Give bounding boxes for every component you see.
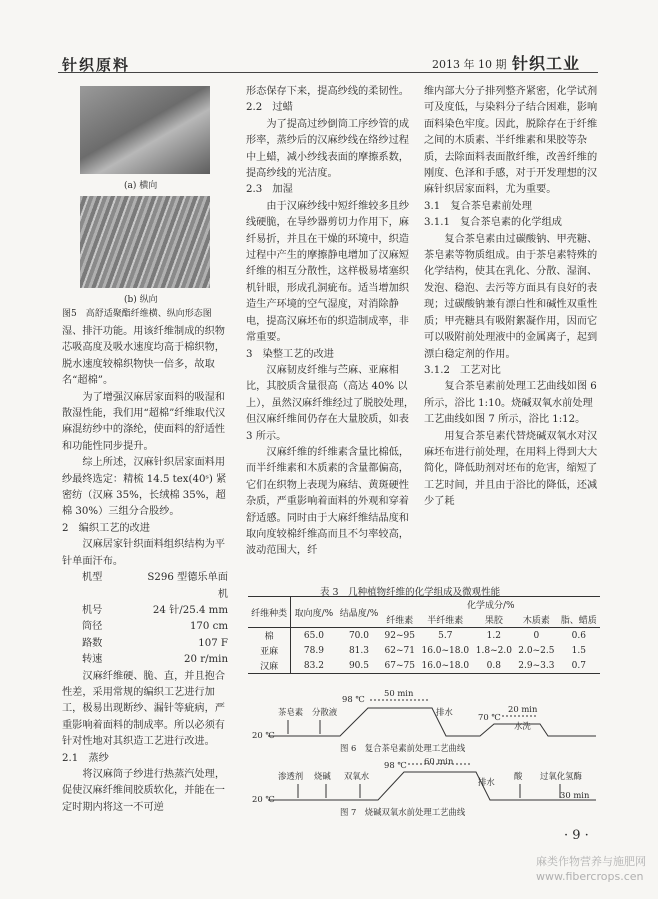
spec-key: 机号 — [82, 604, 103, 616]
section-heading: 2.1 蒸纱 — [62, 752, 109, 764]
paragraph: 用复合茶皂素代替烧碱双氧水对汉麻坯布进行前处理，在用料上得到大大简化，降低助剂对坯布的危害，缩短了工艺时间，并且由于浴比的降低，还减少了耗 — [424, 430, 598, 508]
table-cell: 16.0~18.0 — [421, 660, 470, 671]
fig6-caption: 图 6 复合茶皂素前处理工艺曲线 — [340, 743, 466, 753]
table-cell: 92~95 — [384, 630, 415, 641]
spec-value: S296 型德乐单面机 — [147, 572, 228, 600]
table-cell: 0.7 — [571, 660, 586, 671]
table-cell: 1.8~2.0 — [475, 645, 512, 656]
table-cell: 亚麻 — [248, 643, 291, 658]
paragraph: 汉麻居家针织面料组织结构为平针单面汗布。 — [62, 539, 226, 567]
fig7-label: 20 ℃ — [252, 794, 275, 804]
table-header: 结晶度/% — [336, 597, 381, 628]
section-heading: 2.3 加湿 — [246, 184, 293, 196]
paragraph: 将汉麻筒子纱进行热蒸汽处理，促使汉麻纤维间胶质软化，并能在一定时期内将这一不可逆 — [62, 768, 226, 813]
table-subheader: 纤维素 — [386, 616, 414, 626]
fig7-label: 60 min — [424, 756, 454, 766]
spec-value: 20 r/min — [184, 654, 228, 666]
table-cell: 67~75 — [384, 660, 415, 671]
paragraph: 维内部大分子排列整齐紧密，化学试剂可及度低，与染料分子结合困难，影响面料染色牢度。因此，脱除存在于纤维之间的木质素、半纤维素和果胶等杂质，去除面料表面散纤维，改善纤维的刚度、色泽和手感，对于开发理想的汉麻针织居家面料，尤为重要。 — [424, 86, 598, 196]
table-cell: 78.9 — [303, 645, 324, 656]
section-heading: 3.1 复合茶皂素前处理 — [424, 200, 532, 212]
fig6-label: 水洗 — [514, 721, 531, 731]
section-heading: 2.2 过蜡 — [246, 102, 293, 114]
fig6-label: 20 min — [508, 704, 538, 714]
table-cell: 1.5 — [571, 645, 586, 656]
table-header: 化学成分/% — [466, 601, 515, 611]
fig7-label: 30 min — [560, 790, 590, 800]
paragraph: 综上所述，汉麻针织居家面料用纱最终选定：精梳 14.5 tex(40ˢ) 紧密纺（汉麻 35%，长绒棉 35%，超棉 30%）三组分合股纱。 — [62, 457, 227, 518]
fig7-label: 98 ℃ — [384, 760, 407, 770]
spec-key: 路数 — [82, 637, 103, 649]
section-heading: 3 染整工艺的改进 — [246, 348, 334, 360]
watermark-line: 麻类作物营养与施肥网 — [536, 855, 646, 868]
paragraph: 复合茶皂素由过碳酸钠、甲壳糖、茶皂素等物质组成。由于茶皂素特殊的化学结构，使其在乳化、分散、湿润、发泡、稳泡、去污等方面具有良好的表现；过碳酸钠兼有漂白性和碱性双重性质；甲壳糖具有吸附絮凝作用，因而它可以吸附前处理液中的金属离子，起到漂白稳定剂的作用。 — [424, 233, 598, 360]
table-header: 纤维种类 — [248, 597, 291, 628]
fig6-label: 分散液 — [312, 707, 338, 717]
fig7-label: 排水 — [478, 777, 495, 787]
fig6-label: 茶皂素 — [278, 707, 304, 717]
section-title: 针织原料 — [62, 56, 131, 74]
paragraph: 湿、排汗功能。用该纤维制成的织物芯吸高度及吸水速度均高于棉织物，脱水速度较棉织物快一倍多，故取名“超棉”。 — [62, 326, 225, 387]
table-cell: 1.2 — [486, 630, 501, 641]
table-cell: 83.2 — [303, 660, 324, 671]
fig6-label: 70 ℃ — [478, 712, 501, 722]
table3-title: 表 3 几种植物纤维的化学组成及微观性能 — [320, 587, 501, 598]
watermark — [536, 854, 646, 884]
fig7-label: 烧碱 — [314, 771, 331, 781]
figure5-caption: 图5 高舒适聚酯纤维横、纵向形态图 — [62, 309, 212, 319]
table-subheader: 木质素 — [522, 616, 550, 626]
fig7-label: 渗透剂 — [278, 771, 304, 781]
fig6-label: 排水 — [436, 707, 453, 717]
paragraph: 为了提高过纱倒筒工序纱管的成形率，蒸纱后的汉麻纱线在络纱过程中上蜡，减小纱线表面的摩擦系数，提高纱线的光洁度。 — [246, 118, 410, 180]
table-cell: 0 — [533, 630, 540, 641]
table-cell: 0.6 — [571, 630, 586, 641]
table-cell: 5.7 — [438, 630, 453, 641]
table-header: 取向度/% — [291, 597, 337, 628]
table-cell: 70.0 — [348, 630, 369, 641]
paragraph: 为了增强汉麻居家面料的吸湿和散湿性能，我们用“超棉”纤维取代汉麻混纺纱中的涤纶，使面料的舒适性和功能性同步提升。 — [62, 391, 226, 452]
paragraph: 由于汉麻纱线中短纤维较多且纱线硬脆，在导纱器剪切力作用下，麻纤易折，并且在干燥的环境中，织造过程中产生的摩擦静电增加了汉麻短纤维的相互分散性，这样极易堵塞织机针眼，形成孔洞疵布。适当增加织造生产环境的空气湿度，对消除静电，提高汉麻坯布的织造制成率，非常重要。 — [246, 200, 410, 344]
table-cell: 2.9~3.3 — [518, 660, 555, 671]
spec-value: 107 F — [198, 637, 228, 649]
figure5-sub-a: (a) 横向 — [124, 181, 158, 191]
fig7-label: 双氧水 — [344, 771, 370, 781]
fig7-caption: 图 7 烧碱双氧水前处理工艺曲线 — [340, 807, 466, 817]
journal-logo: 针织工业 — [512, 54, 581, 73]
table-cell: 棉 — [248, 628, 291, 644]
table-subheader: 果胶 — [484, 616, 503, 626]
spec-key: 机型 — [82, 572, 103, 584]
fig7-label: 酸 — [514, 771, 523, 781]
table-cell: 汉麻 — [248, 658, 291, 674]
section-heading: 2 编织工艺的改进 — [62, 522, 150, 534]
table-cell: 2.0~2.5 — [518, 645, 555, 656]
spec-key: 筒径 — [82, 621, 103, 633]
fig6-label: 20 ℃ — [252, 730, 275, 740]
table-cell: 81.3 — [348, 645, 369, 656]
table-cell: 0.8 — [486, 660, 501, 671]
table-cell: 90.5 — [348, 660, 369, 671]
table-subheader: 脂、蜡质 — [560, 616, 597, 626]
watermark-line: www.fibercrops.cen — [536, 870, 644, 883]
figure5-sub-b: (b) 纵向 — [124, 295, 158, 305]
table-subheader: 半纤维素 — [427, 616, 464, 626]
subsection-heading: 3.1.2 工艺对比 — [424, 364, 501, 376]
fig7-label: 过氧化氢酶 — [540, 771, 582, 781]
spec-key: 转速 — [82, 654, 103, 666]
table-cell: 16.0~18.0 — [421, 645, 470, 656]
spec-value: 170 cm — [189, 621, 228, 633]
paragraph: 形态保存下来，提高纱线的柔韧性。 — [246, 86, 409, 97]
table-cell: 65.0 — [303, 630, 324, 641]
issue-label: 2013 年 10 期 — [432, 58, 507, 71]
paragraph: 汉麻纤维的纤维素含量比棉低，而半纤维素和木质素的含量都偏高，它们在织物上表现为麻结、黄斑硬性杂质，严重影响着面料的外观和穿着舒适感。同时由于大麻纤维结晶度和取向度较棉纤维高而且不匀率较高，波动范围大，纤 — [246, 446, 410, 557]
page-number: · 9 · — [564, 828, 589, 843]
paragraph: 汉麻纤维硬、脆、直，并且抱合性差，采用常规的编织工艺进行加工，极易出现断纱、漏针等疵病，严重影响着面料的制成率。所以必须有针对性地对其织造工艺进行改进。 — [62, 670, 226, 748]
table-cell: 62~71 — [384, 645, 415, 656]
paragraph: 复合茶皂素前处理工艺曲线如图 6 所示，浴比 1:10。烧碱双氧水前处理工艺曲线如图 7 所示，浴比 1:12。 — [424, 381, 597, 426]
spec-value: 24 针/25.4 mm — [152, 604, 228, 616]
paragraph: 汉麻韧皮纤维与苎麻、亚麻相比，其胶质含量很高（高达 40% 以上），虽然汉麻纤维经过了脱胶处理，但汉麻纤维间仍存在大量胶质，如表 3 所示。 — [246, 364, 415, 442]
fig6-label: 98 ℃ — [342, 694, 365, 704]
subsection-heading: 3.1.1 复合茶皂素的化学组成 — [424, 217, 562, 229]
fig6-label: 50 min — [384, 688, 414, 698]
